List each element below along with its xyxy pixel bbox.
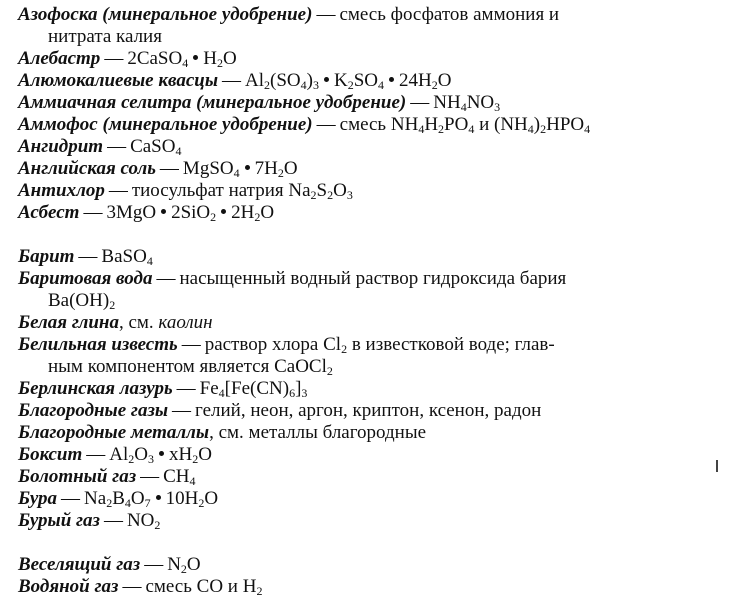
formula-subscript: 2 bbox=[154, 518, 161, 532]
formula-part: NO bbox=[466, 92, 495, 113]
glossary-entry bbox=[18, 246, 718, 268]
formula-subscript: 3 bbox=[346, 188, 353, 202]
glossary-entry bbox=[18, 378, 718, 400]
formula-subscript: 3 bbox=[148, 452, 154, 466]
formula-part: 10H bbox=[165, 488, 199, 509]
entry-term: Бурый газ bbox=[18, 510, 100, 531]
entry-dash: — bbox=[172, 400, 192, 421]
formula-part: в известковой воде; глав- bbox=[347, 334, 555, 355]
formula-part: BaSO bbox=[101, 246, 147, 267]
multiplication-dot bbox=[156, 495, 161, 500]
entry-dash: — bbox=[410, 92, 430, 113]
chemical-formula bbox=[163, 466, 195, 487]
chemical-formula bbox=[391, 114, 590, 135]
chemical-formula bbox=[127, 48, 236, 69]
formula-part: S bbox=[316, 180, 328, 201]
entry-reference: каолин bbox=[158, 312, 213, 333]
entry-term: Веселящий газ bbox=[18, 554, 141, 575]
chemical-formula bbox=[433, 92, 500, 113]
chemical-formula bbox=[106, 202, 274, 223]
entry-term: Алюмокалиевые квасцы bbox=[18, 70, 219, 91]
chemical-formula bbox=[167, 554, 200, 575]
formula-part: 24H bbox=[399, 70, 432, 91]
formula-subscript: 2 bbox=[438, 122, 445, 136]
formula-subscript: 4 bbox=[527, 122, 534, 136]
entry-dash: — bbox=[104, 48, 124, 69]
formula-part: 2SiO bbox=[171, 202, 211, 223]
formula-part: O bbox=[333, 180, 347, 201]
formula-part: H bbox=[424, 114, 439, 135]
chemical-formula bbox=[109, 444, 212, 465]
glossary-entry bbox=[18, 136, 718, 158]
entry-term: Благородные металлы bbox=[18, 422, 210, 443]
formula-subscript: 4 bbox=[468, 122, 475, 136]
formula-part: ) bbox=[306, 70, 313, 91]
formula-part: H bbox=[203, 48, 217, 69]
formula-subscript: 4 bbox=[218, 386, 225, 400]
formula-subscript: 4 bbox=[460, 100, 467, 114]
formula-subscript: 4 bbox=[418, 122, 425, 136]
entry-dash: — bbox=[316, 4, 336, 25]
multiplication-dot bbox=[193, 55, 198, 60]
formula-subscript: 3 bbox=[312, 78, 319, 92]
entry-term: Баритовая вода bbox=[18, 268, 153, 289]
chemical-formula bbox=[197, 576, 263, 597]
formula-part: NO bbox=[126, 510, 155, 531]
chemical-formula bbox=[84, 488, 218, 509]
entry-term: Алебастр bbox=[18, 48, 101, 69]
entry-dash: — bbox=[140, 466, 160, 487]
entry-dash: — bbox=[316, 114, 336, 135]
entry-term: Антихлор bbox=[18, 180, 105, 201]
entry-term: Берлинская лазурь bbox=[18, 378, 173, 399]
entry-term: Азофоска (минеральное удобрение) bbox=[18, 4, 313, 25]
formula-subscript: 7 bbox=[144, 496, 151, 510]
formula-part: NH bbox=[390, 114, 419, 135]
entry-dash: — bbox=[144, 554, 164, 575]
formula-part: O bbox=[186, 554, 201, 575]
formula-part: Al bbox=[109, 444, 129, 465]
formula-part: NH bbox=[433, 92, 461, 113]
formula-part: Cl bbox=[323, 334, 342, 355]
formula-part: ] bbox=[295, 378, 302, 399]
entry-term: Аммофос (минеральное удобрение) bbox=[18, 114, 313, 135]
formula-part: O bbox=[130, 488, 145, 509]
formula-subscript: 3 bbox=[494, 100, 501, 114]
formula-part: Ba(OH) bbox=[48, 290, 110, 311]
formula-subscript: 2 bbox=[198, 496, 205, 510]
margin-mark bbox=[716, 460, 718, 472]
entry-term: Английская соль bbox=[18, 158, 156, 179]
formula-part: K bbox=[333, 70, 348, 91]
formula-subscript: 2 bbox=[347, 78, 354, 92]
glossary-entry bbox=[18, 290, 718, 312]
entry-dash: — bbox=[156, 268, 176, 289]
chemical-formula bbox=[200, 378, 308, 399]
entry-dash: — bbox=[103, 510, 123, 531]
formula-part: O bbox=[198, 444, 212, 465]
multiplication-dot bbox=[324, 77, 329, 82]
multiplication-dot bbox=[159, 451, 164, 456]
glossary-entry bbox=[18, 444, 718, 466]
formula-part: Al bbox=[245, 70, 265, 91]
formula-subscript: 2 bbox=[216, 56, 223, 70]
formula-subscript: 2 bbox=[192, 452, 199, 466]
entry-term: Белильная известь bbox=[18, 334, 178, 355]
formula-subscript: 2 bbox=[256, 584, 263, 598]
formula-subscript: 2 bbox=[277, 166, 284, 180]
chemical-formula bbox=[183, 158, 298, 179]
formula-subscript: 2 bbox=[210, 210, 217, 224]
glossary-entry bbox=[18, 334, 718, 356]
formula-part: [Fe(CN) bbox=[224, 378, 290, 399]
chemical-formula bbox=[127, 510, 160, 531]
chemical-formula bbox=[245, 70, 451, 91]
glossary-entry bbox=[18, 202, 718, 224]
formula-subscript: 2 bbox=[310, 188, 317, 202]
entry-text: гелий, неон, аргон, криптон, ксенон, радон bbox=[195, 400, 542, 421]
chemical-formula bbox=[288, 180, 352, 201]
entry-text: тиосульфат натрия bbox=[131, 180, 289, 201]
formula-part: PO bbox=[444, 114, 469, 135]
continuation-text: ным компонентом является bbox=[48, 356, 275, 377]
glossary-entry bbox=[18, 70, 718, 92]
entry-dash: — bbox=[108, 180, 128, 201]
glossary-entry bbox=[18, 466, 718, 488]
formula-subscript: 3 bbox=[301, 386, 308, 400]
entry-term: Водяной газ bbox=[18, 576, 119, 597]
formula-part: 7H bbox=[254, 158, 278, 179]
entry-term: Бура bbox=[18, 488, 58, 509]
formula-subscript: 4 bbox=[233, 166, 240, 180]
glossary-entry bbox=[18, 554, 718, 576]
entry-term: Благородные газы bbox=[18, 400, 169, 421]
entry-dash: — bbox=[61, 488, 81, 509]
entry-term: Аммиачная селитра (минеральное удобрение) bbox=[18, 92, 407, 113]
formula-part: CH bbox=[163, 466, 190, 487]
glossary-entry bbox=[18, 26, 718, 48]
formula-subscript: 2 bbox=[106, 496, 113, 510]
entry-text: , см. металлы благородные bbox=[209, 422, 427, 443]
entry-dash: — bbox=[222, 70, 242, 91]
multiplication-dot bbox=[389, 77, 394, 82]
formula-part: CaOCl bbox=[274, 356, 327, 377]
glossary-entry bbox=[18, 268, 718, 290]
formula-subscript: 4 bbox=[584, 122, 591, 136]
formula-part: 2CaSO bbox=[127, 48, 183, 69]
formula-part: SO bbox=[353, 70, 379, 91]
chemical-formula bbox=[48, 290, 115, 311]
formula-part: O bbox=[260, 202, 275, 223]
multiplication-dot bbox=[221, 209, 226, 214]
glossary-entry bbox=[18, 510, 718, 532]
entry-dash: — bbox=[181, 334, 201, 355]
formula-subscript: 2 bbox=[128, 452, 135, 466]
formula-part: B bbox=[112, 488, 125, 509]
entry-term: Ангидрит bbox=[18, 136, 104, 157]
formula-part: O bbox=[204, 488, 219, 509]
entry-text: смесь фосфатов аммония и bbox=[339, 4, 560, 25]
entry-dash: — bbox=[86, 444, 106, 465]
glossary-entry bbox=[18, 356, 718, 378]
formula-subscript: 2 bbox=[431, 78, 438, 92]
glossary-entry bbox=[18, 114, 718, 136]
multiplication-dot bbox=[161, 209, 166, 214]
formula-part: 2H bbox=[231, 202, 255, 223]
chemical-formula bbox=[274, 356, 333, 377]
glossary-entry bbox=[18, 48, 718, 70]
glossary-entry bbox=[18, 312, 718, 334]
multiplication-dot bbox=[245, 165, 250, 170]
entry-dash: — bbox=[83, 202, 103, 223]
section-gap bbox=[18, 224, 718, 246]
formula-part: Na bbox=[84, 488, 107, 509]
formula-subscript: 2 bbox=[254, 210, 261, 224]
glossary-page bbox=[18, 4, 718, 598]
formula-part: и (NH bbox=[474, 114, 528, 135]
glossary-entry bbox=[18, 92, 718, 114]
entry-term: Болотный газ bbox=[18, 466, 137, 487]
glossary-entry bbox=[18, 422, 718, 444]
entry-text: , см. bbox=[118, 312, 159, 333]
chemical-formula bbox=[101, 246, 152, 267]
formula-part: ) bbox=[533, 114, 541, 135]
formula-subscript: 2 bbox=[540, 122, 547, 136]
entry-dash: — bbox=[159, 158, 179, 179]
entry-term: Барит bbox=[18, 246, 75, 267]
glossary-entry bbox=[18, 4, 718, 26]
entry-term: Асбест bbox=[18, 202, 80, 223]
entry-dash: — bbox=[122, 576, 142, 597]
formula-subscript: 2 bbox=[109, 298, 116, 312]
formula-part: 3MgO bbox=[106, 202, 157, 223]
entry-term: Белая глина bbox=[18, 312, 119, 333]
formula-part: O bbox=[134, 444, 148, 465]
formula-subscript: 4 bbox=[189, 474, 196, 488]
formula-subscript: 2 bbox=[327, 188, 334, 202]
glossary-entry bbox=[18, 158, 718, 180]
formula-subscript: 4 bbox=[378, 78, 385, 92]
formula-part: CaSO bbox=[130, 136, 176, 157]
formula-subscript: 2 bbox=[341, 342, 348, 356]
formula-subscript: 4 bbox=[300, 78, 307, 92]
entry-term: Боксит bbox=[18, 444, 83, 465]
entry-text: раствор хлора bbox=[204, 334, 324, 355]
entry-dash: — bbox=[107, 136, 127, 157]
formula-part: (SO bbox=[270, 70, 301, 91]
formula-subscript: 2 bbox=[264, 78, 271, 92]
formula-part: CO и H bbox=[196, 576, 257, 597]
entry-text: смесь bbox=[145, 576, 197, 597]
entry-text: смесь bbox=[339, 114, 391, 135]
entry-text: насыщенный водный раствор гидроксида бария bbox=[179, 268, 567, 289]
formula-subscript: 2 bbox=[326, 364, 333, 378]
entry-dash: — bbox=[176, 378, 196, 399]
glossary-entry bbox=[18, 400, 718, 422]
formula-part: MgSO bbox=[182, 158, 234, 179]
formula-part: xH bbox=[169, 444, 193, 465]
section-gap bbox=[18, 532, 718, 554]
continuation-text: нитрата калия bbox=[48, 26, 162, 47]
formula-part: Na bbox=[288, 180, 311, 201]
formula-subscript: 4 bbox=[124, 496, 131, 510]
formula-subscript: 4 bbox=[146, 254, 153, 268]
formula-part: N bbox=[167, 554, 181, 575]
formula-subscript: 4 bbox=[182, 56, 189, 70]
formula-part: Fe bbox=[199, 378, 219, 399]
glossary-entry bbox=[18, 180, 718, 202]
chemical-formula bbox=[323, 334, 555, 355]
formula-part: O bbox=[222, 48, 237, 69]
glossary-entry bbox=[18, 576, 718, 598]
formula-part: O bbox=[437, 70, 452, 91]
formula-part: O bbox=[283, 158, 298, 179]
formula-subscript: 4 bbox=[175, 144, 182, 158]
glossary-entry bbox=[18, 488, 718, 510]
entry-dash: — bbox=[78, 246, 98, 267]
formula-subscript: 6 bbox=[289, 386, 296, 400]
formula-subscript: 2 bbox=[180, 562, 187, 576]
formula-part: HPO bbox=[546, 114, 585, 135]
chemical-formula bbox=[130, 136, 181, 157]
